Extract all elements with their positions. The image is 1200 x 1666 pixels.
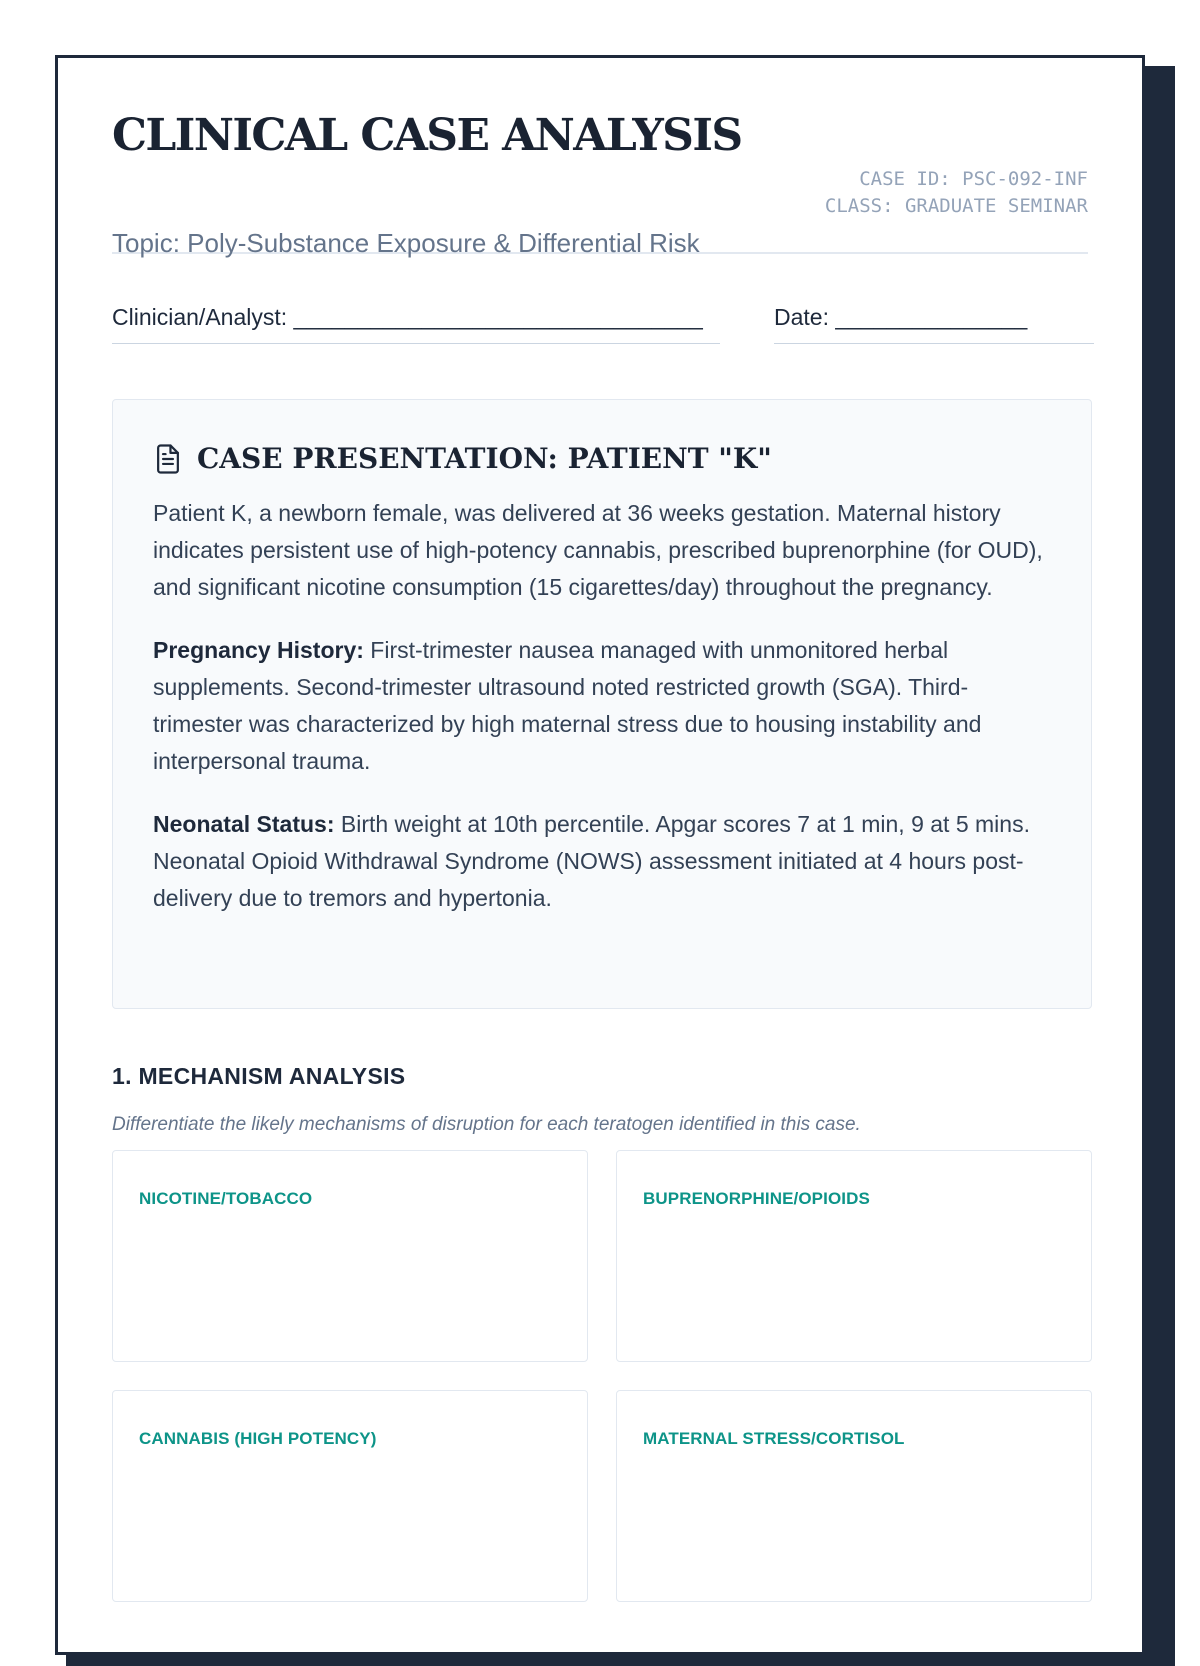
- case-heading-text: CASE PRESENTATION: PATIENT "K": [197, 442, 772, 475]
- case-presentation-panel: [112, 399, 1092, 1009]
- mechanism-section-title: 1. MECHANISM ANALYSIS: [112, 1063, 406, 1089]
- clinician-field[interactable]: Clinician/Analyst: ________________________________: [112, 301, 720, 344]
- mechanism-card-label: CANNABIS (HIGH POTENCY): [139, 1429, 377, 1448]
- document-icon: [153, 443, 183, 475]
- date-field[interactable]: Date: _______________: [774, 301, 1094, 344]
- case-meta: [825, 166, 1088, 220]
- mechanism-card-maternal-stress[interactable]: [616, 1390, 1092, 1602]
- mechanism-card-label: NICOTINE/TOBACCO: [139, 1189, 313, 1208]
- mechanism-instructions: Differentiate the likely mechanisms of disruption for each teratogen identified in this case.: [112, 1114, 861, 1135]
- case-heading: [153, 442, 1051, 475]
- case-intro: Patient K, a newborn female, was delivered at 36 weeks gestation. Maternal history indicates persistent use of high-potency cannabis, prescribed buprenorphine (for OUD), and significant nicotine consumption (15 cigarettes/day) throughout the pregnancy.: [153, 500, 1043, 600]
- class-label: CLASS: GRADUATE SEMINAR: [824, 195, 1088, 217]
- page-subtitle: Topic: Poly-Substance Exposure & Differential Risk: [112, 228, 700, 258]
- pregnancy-history-text: First-trimester nausea managed with unmonitored herbal supplements. Second-trimester ultrasound noted restricted growth (SGA). Third-trimester was characterized by high maternal stress due to housing instability and interpersonal trauma.: [153, 637, 982, 774]
- mechanism-card-label: MATERNAL STRESS/CORTISOL: [643, 1429, 905, 1448]
- mechanism-card-buprenorphine[interactable]: [616, 1150, 1092, 1362]
- worksheet-page: [55, 55, 1145, 1655]
- neonatal-status-label: Neonatal Status:: [153, 811, 335, 837]
- pregnancy-history: [153, 632, 1051, 780]
- mechanism-card-cannabis[interactable]: [112, 1390, 588, 1602]
- neonatal-status: [153, 806, 1051, 917]
- case-id: CASE ID: PSC-092-INF: [859, 168, 1088, 190]
- mechanism-card-label: BUPRENORPHINE/OPIOIDS: [643, 1189, 870, 1208]
- worksheet-header: [112, 110, 1088, 258]
- mechanism-card-nicotine[interactable]: [112, 1150, 588, 1362]
- page-title: CLINICAL CASE ANALYSIS: [112, 110, 742, 161]
- neonatal-status-text: Birth weight at 10th percentile. Apgar scores 7 at 1 min, 9 at 5 mins. Neonatal Opioid Withdrawal Syndrome (NOWS) assessment initiated at 4 hours post-delivery due to tremors and hypertonia.: [153, 811, 1030, 911]
- pregnancy-history-label: Pregnancy History:: [153, 637, 364, 663]
